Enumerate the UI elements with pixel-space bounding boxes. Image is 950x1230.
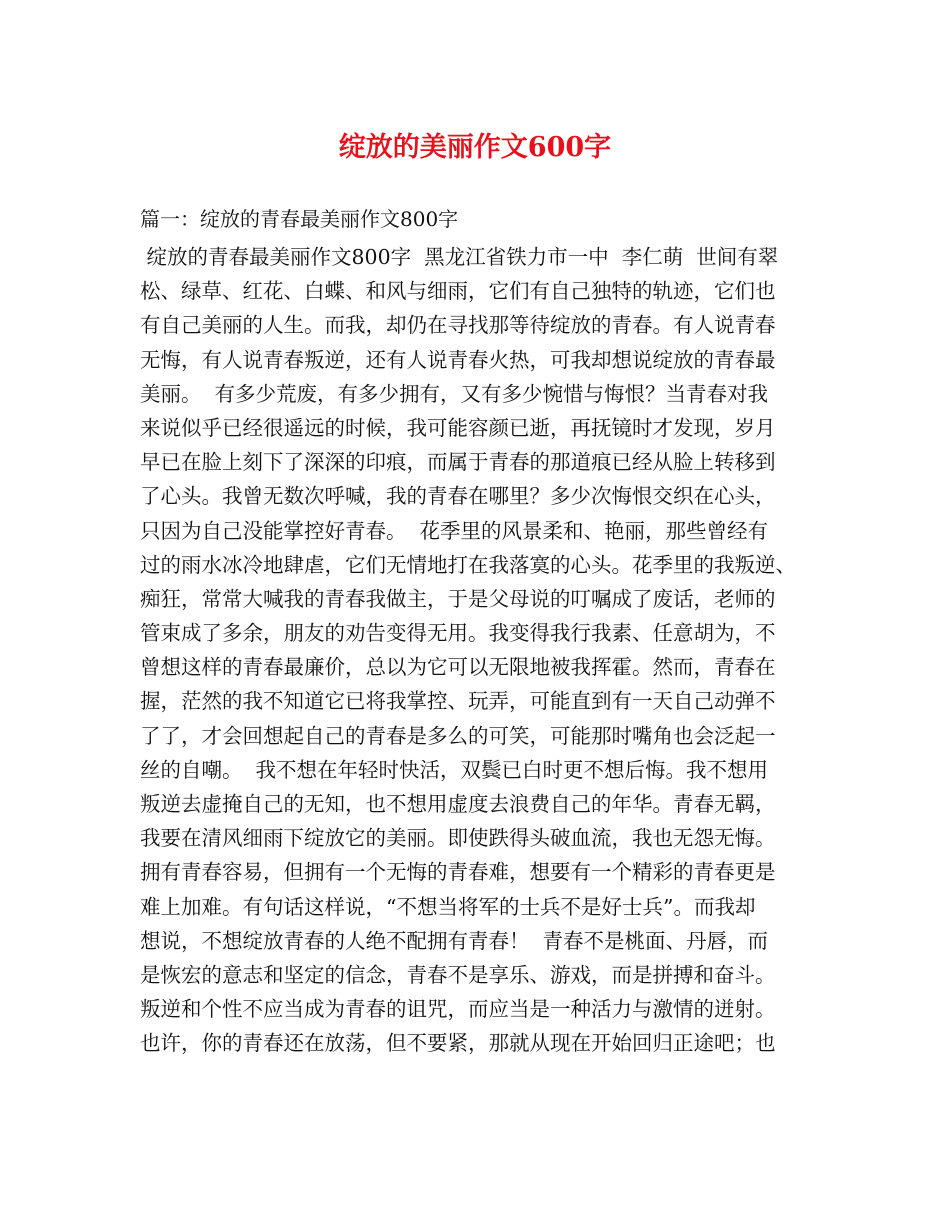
body-line: 松、绿草、红花、白蝶、和风与细雨，它们有自己独特的轨迹，它们也 [140, 279, 776, 304]
body-line: 也许，你的青春还在放荡，但不要紧，那就从现在开始回归正途吧；也 [140, 1031, 776, 1056]
body-line: 管束成了多余，朋友的劝告变得无用。我变得我行我素、任意胡为，不 [140, 621, 776, 646]
body-line: 早已在脸上刻下了深深的印痕，而属于青春的那道痕已经从脸上转移到 [140, 450, 776, 475]
body-line: 丝的自嘲。 我不想在年轻时快活，双鬓已白时更不想后悔。我不想用 [140, 757, 769, 782]
body-line: 叛逆去虚掩自己的无知，也不想用虚度去浪费自己的年华。青春无羁， [140, 792, 776, 816]
body-line: 绽放的青春最美丽作文800字 黑龙江省铁力市一中 李仁萌 世间有翠 [140, 245, 779, 269]
body-line: 我要在清风细雨下绽放它的美丽。即使跌得头破血流，我也无怨无悔。 [140, 826, 776, 851]
body-line: 握，茫然的我不知道它已将我掌控、玩弄，可能直到有一天自己动弹不 [140, 689, 776, 714]
section-heading: 篇一：绽放的青春最美丽作文800字 [140, 207, 459, 231]
body-line: 美丽。 有多少荒废，有多少拥有，又有多少惋惜与悔恨？当青春对我 [140, 381, 769, 406]
body-line: 拥有青春容易，但拥有一个无悔的青春难，想要有一个精彩的青春更是 [140, 860, 776, 885]
body-text [140, 240, 820, 1061]
body-line: 难上加难。有句话这样说，“不想当将军的士兵不是好士兵”。而我却 [140, 894, 756, 919]
body-line: 痴狂，常常大喊我的青春我做主，于是父母说的叮嘱成了废话，老师的 [140, 586, 776, 611]
body-line: 有自己美丽的人生。而我，却仍在寻找那等待绽放的青春。有人说青春 [140, 313, 776, 338]
body-line: 过的雨水冰冷地肆虐，它们无情地打在我落寞的心头。花季里的我叛逆、 [140, 552, 796, 577]
body-line: 是恢宏的意志和坚定的信念，青春不是享乐、游戏，而是拼搏和奋斗。 [140, 962, 776, 987]
body-line: 曾想这样的青春最廉价，总以为它可以无限地被我挥霍。然而，青春在 [140, 655, 776, 680]
body-line: 叛逆和个性不应当成为青春的诅咒，而应当是一种活力与激情的迸射。 [140, 997, 776, 1022]
body-line: 想说，不想绽放青春的人绝不配拥有青春！ 青春不是桃面、丹唇，而 [140, 928, 769, 953]
body-line: 只因为自己没能掌控好青春。 花季里的风景柔和、艳丽，那些曾经有 [140, 518, 769, 543]
document-title: 绽放的美丽作文600字 [338, 132, 612, 163]
body-line: 了心头。我曾无数次呼喊，我的青春在哪里？多少次悔恨交织在心头， [140, 484, 776, 509]
body-line: 了了，才会回想起自己的青春是多么的可笑，可能那时嘴角也会泛起一 [140, 723, 776, 748]
body-line: 无悔，有人说青春叛逆，还有人说青春火热，可我却想说绽放的青春最 [140, 347, 776, 372]
body-line: 来说似乎已经很遥远的时候，我可能容颜已逝，再抚镜时才发现，岁月 [140, 415, 776, 440]
